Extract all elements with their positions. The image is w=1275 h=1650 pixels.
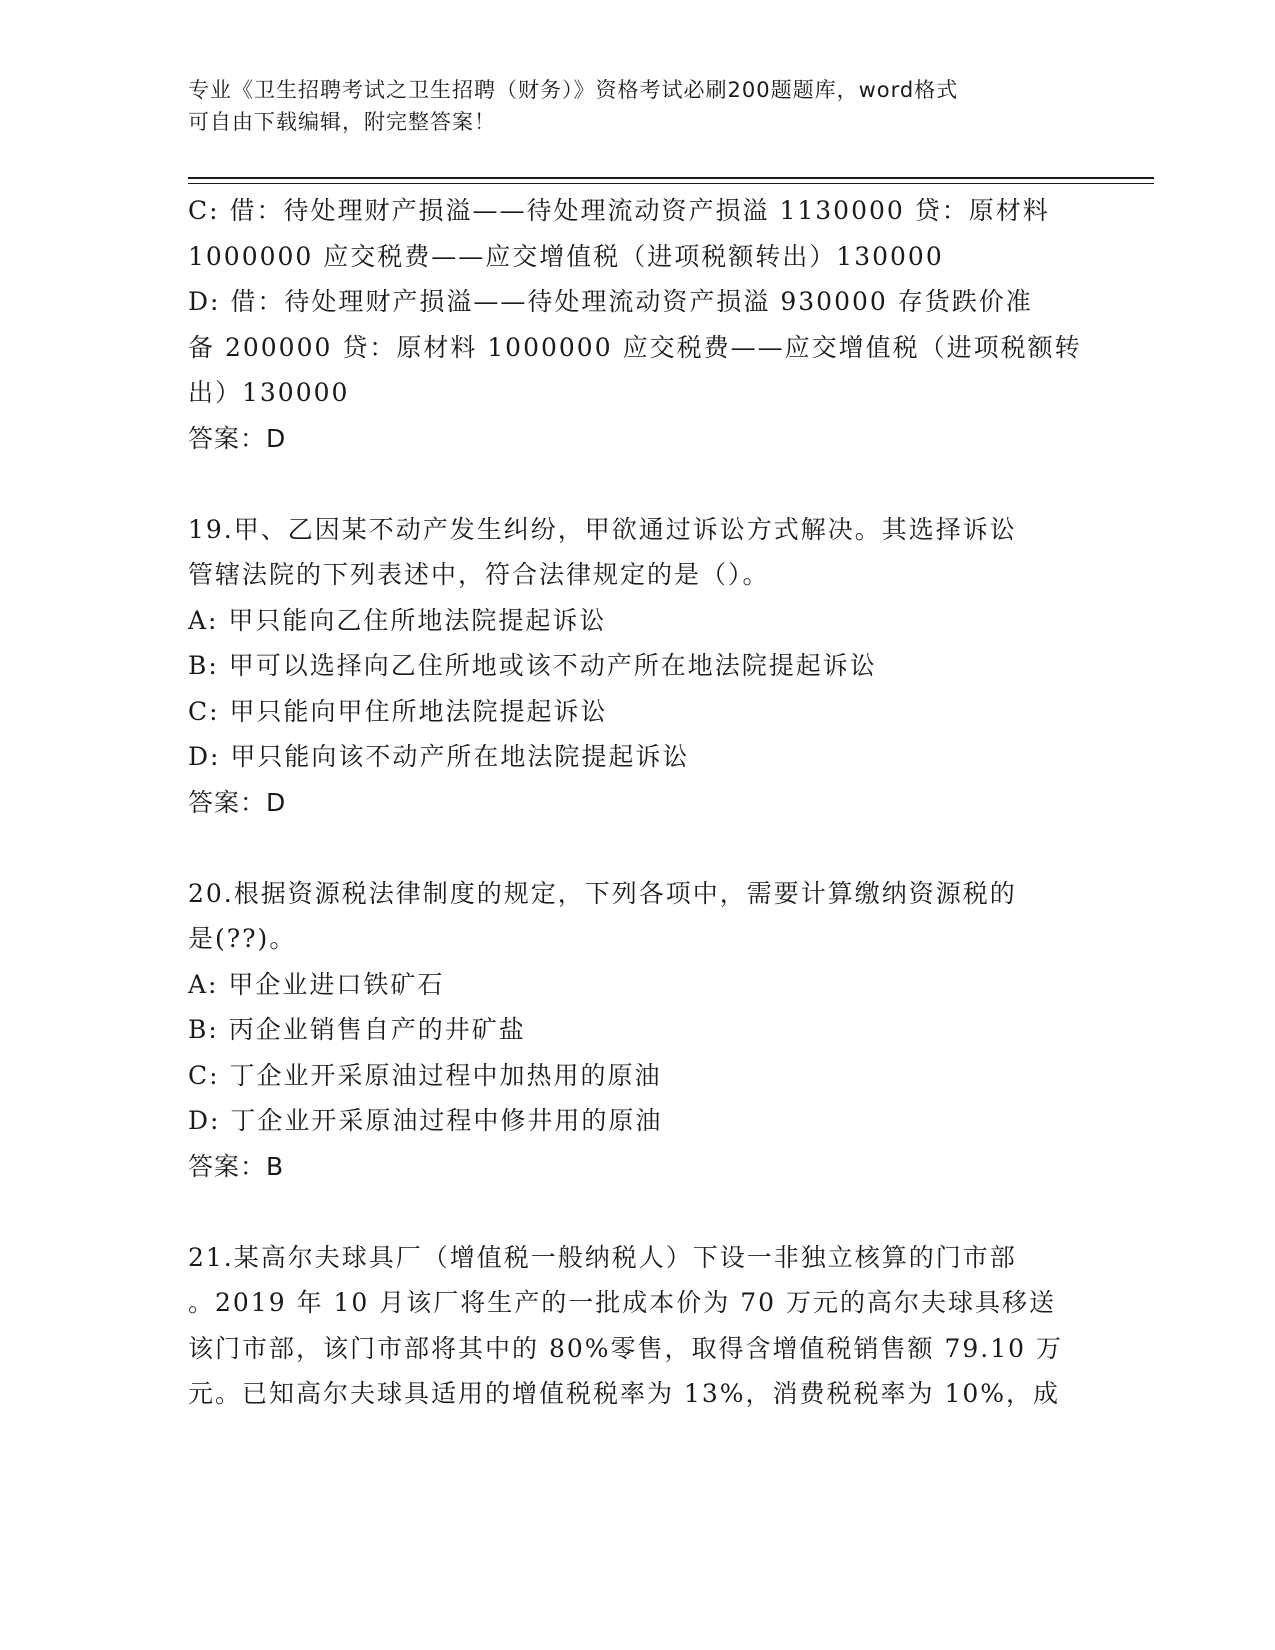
question-18-continued [188,188,1082,461]
spacer [188,825,1078,871]
question-stem-line-1: 19.甲、乙因某不动产发生纠纷，甲欲通过诉讼方式解决。其选择诉讼 [188,514,1017,544]
answer-20: 答案：B [188,1151,285,1181]
option-d: D: 丁企业开采原油过程中修井用的原油 [188,1106,663,1135]
option-b: B: 丙企业销售自产的井矿盐 [188,1015,526,1044]
answer-18: 答案：D [188,423,287,453]
question-21 [188,1235,1078,1417]
spacer [188,461,1078,507]
option-b: B: 甲可以选择向乙住所地或该不动产所在地法院提起诉讼 [188,651,877,680]
option-d-line-2: 备 200000 贷：原材料 1000000 应交税费——应交增值税（进项税额转 [188,332,1082,362]
option-c-line-2: 1000000 应交税费——应交增值税（进项税额转出）130000 [188,241,944,271]
option-d-line-1: D: 借：待处理财产损溢——待处理流动资产损溢 930000 存货跌价准 [188,287,1033,316]
question-stem-line-2: 管辖法院的下列表述中，符合法律规定的是（）。 [188,560,770,589]
question-stem-line-2: 。2019 年 10 月该厂将生产的一批成本价为 70 万元的高尔夫球具移送 [188,1288,1056,1317]
option-d-line-3: 出）130000 [188,378,350,407]
question-stem-line-2: 是(??)。 [188,924,297,953]
header-title-line-2: 可自由下载编辑，附完整答案！ [188,110,496,134]
spacer [188,1189,1078,1235]
header-divider [188,177,1154,179]
header-divider-thin [188,183,1154,184]
question-stem-line-1: 20.根据资源税法律制度的规定，下列各项中，需要计算缴纳资源税的 [188,878,1017,908]
header-title-line-1: 专业《卫生招聘考试之卫生招聘（财务）》资格考试必刷200题题库，word格式 [188,78,959,102]
option-c-line-1: C: 借：待处理财产损溢——待处理流动资产损溢 1130000 贷：原材料 [188,196,1050,225]
question-stem-line-1: 21.某高尔夫球具厂（增值税一般纳税人）下设一非独立核算的门市部 [188,1242,1017,1272]
question-20 [188,871,1078,1190]
answer-19: 答案：D [188,787,287,817]
option-a: A: 甲企业进口铁矿石 [188,969,445,999]
question-19 [188,507,1078,826]
question-stem-line-4: 元。已知高尔夫球具适用的增值税税率为 13%，消费税税率为 10%，成 [188,1379,1061,1408]
option-a: A: 甲只能向乙住所地法院提起诉讼 [188,605,607,635]
page-header [188,74,1068,138]
option-c: C: 丁企业开采原油过程中加热用的原油 [188,1060,662,1090]
document-body [188,188,1082,1417]
question-stem-line-3: 该门市部，该门市部将其中的 80%零售，取得含增值税销售额 79.10 万 [188,1333,1063,1363]
option-d: D: 甲只能向该不动产所在地法院提起诉讼 [188,742,690,771]
option-c: C: 甲只能向甲住所地法院提起诉讼 [188,696,608,726]
